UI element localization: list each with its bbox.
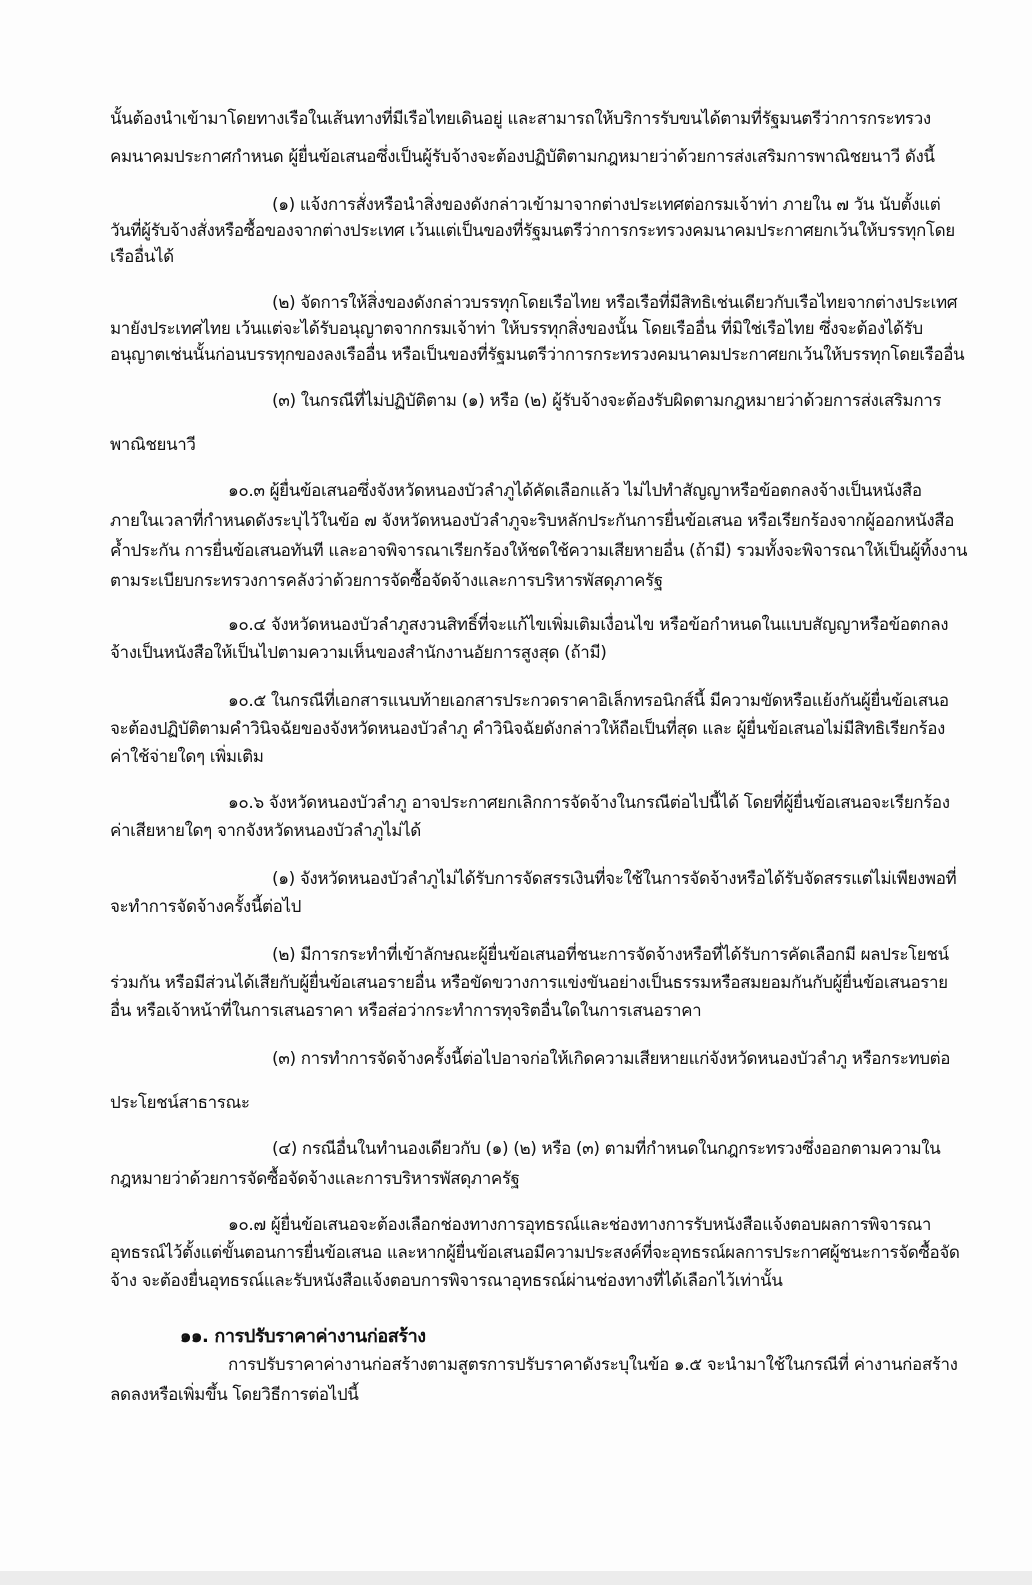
paragraph-line: จ้างเป็นหนังสือให้เป็นไปตามความเห็นของสำนักงานอัยการสูงสุด (ถ้ามี) — [110, 643, 607, 663]
paragraph-line: อนุญาตเช่นนั้นก่อนบรรทุกของลงเรืออื่น หรือเป็นของที่รัฐมนตรีว่าการกระทรวงคมนาคมประกาศยกเว้นให้บรรทุกโดยเรืออื่น — [110, 345, 965, 365]
paragraph-line: การปรับราคาค่างานก่อสร้างตามสูตรการปรับราคาดังระบุในข้อ ๑.๕ จะนำมาใช้ในกรณีที่ ค่างานก่อสร้าง — [228, 1355, 958, 1375]
paragraph-line: วันที่ผู้รับจ้างสั่งหรือซื้อของจากต่างประเทศ เว้นแต่เป็นของที่รัฐมนตรีว่าการกระทรวงคมนาคมประกาศยกเว้นให้บรรทุกโดย — [110, 221, 955, 241]
paragraph-line: จะต้องปฏิบัติตามคำวินิจฉัยของจังหวัดหนองบัวลำภู คำวินิจฉัยดังกล่าวให้ถือเป็นที่สุด และ ผู้ยื่นข้อเสนอไม่มีสิทธิเรียกร้อง — [110, 719, 945, 739]
paragraph-line: (๔) กรณีอื่นในทำนองเดียวกับ (๑) (๒) หรือ (๓) ตามที่กำหนดในกฎกระทรวงซึ่งออกตามความใน — [272, 1139, 941, 1159]
paragraph-line: จะทำการจัดจ้างครั้งนี้ต่อไป — [110, 897, 302, 917]
paragraph-line: (๑) แจ้งการสั่งหรือนำสิ่งของดังกล่าวเข้ามาจากต่างประเทศต่อกรมเจ้าท่า ภายใน ๗ วัน นับตั้งแต่ — [272, 195, 941, 215]
paragraph-line: ๑๐.๔ จังหวัดหนองบัวลำภูสงวนสิทธิ์ที่จะแก้ไขเพิ่มเติมเงื่อนไข หรือข้อกำหนดในแบบสัญญาหรือข้อตกลง — [228, 615, 949, 635]
paragraph-line: ลดลงหรือเพิ่มขึ้น โดยวิธีการต่อไปนี้ — [110, 1385, 359, 1405]
paragraph-line: นั้นต้องนำเข้ามาโดยทางเรือในเส้นทางที่มีเรือไทยเดินอยู่ และสามารถให้บริการรับขนได้ตามที่รัฐมนตรีว่าการกระทรวง — [110, 109, 931, 129]
paragraph-line: ๑๐.๖ จังหวัดหนองบัวลำภู อาจประกาศยกเลิกการจัดจ้างในกรณีต่อไปนี้ได้ โดยที่ผู้ยื่นข้อเสนอจะเรียกร้อง — [228, 793, 950, 813]
paragraph-line: อุทธรณ์ไว้ตั้งแต่ขั้นตอนการยื่นข้อเสนอ และหากผู้ยื่นข้อเสนอมีความประสงค์ที่จะอุทธรณ์ผลการประกาศผู้ชนะการจัดซื้อจัด — [110, 1243, 960, 1263]
paragraph-line: ค้ำประกัน การยื่นข้อเสนอทันที และอาจพิจารณาเรียกร้องให้ชดใช้ความเสียหายอื่น (ถ้ามี) รวมทั้งจะพิจารณาให้เป็นผู้ทิ้งงาน — [110, 541, 968, 561]
paragraph-line: ค่าใช้จ่ายใดๆ เพิ่มเติม — [110, 747, 264, 767]
paragraph-line: (๑) จังหวัดหนองบัวลำภูไม่ได้รับการจัดสรรเงินที่จะใช้ในการจัดจ้างหรือได้รับจัดสรรแต่ไม่เพียงพอที่ — [272, 869, 957, 889]
section-heading: ๑๑. การปรับราคาค่างานก่อสร้าง — [180, 1326, 426, 1347]
paragraph-line: (๒) มีการกระทำที่เข้าลักษณะผู้ยื่นข้อเสนอที่ชนะการจัดจ้างหรือที่ได้รับการคัดเลือกมี ผลประโยชน์ — [272, 945, 949, 965]
paragraph-line: (๓) การทำการจัดจ้างครั้งนี้ต่อไปอาจก่อให้เกิดความเสียหายแก่จังหวัดหนองบัวลำภู หรือกระทบต่อ — [272, 1049, 951, 1069]
paragraph-line: ตามระเบียบกระทรวงการคลังว่าด้วยการจัดซื้อจัดจ้างและการบริหารพัสดุภาครัฐ — [110, 571, 663, 591]
paragraph-line: จ้าง จะต้องยื่นอุทธรณ์และรับหนังสือแจ้งตอบการพิจารณาอุทธรณ์ผ่านช่องทางที่ได้เลือกไว้เท่านั้น — [110, 1271, 783, 1291]
paragraph-line: กฎหมายว่าด้วยการจัดซื้อจัดจ้างและการบริหารพัสดุภาครัฐ — [110, 1169, 520, 1189]
paragraph-line: ๑๐.๕ ในกรณีที่เอกสารแนบท้ายเอกสารประกวดราคาอิเล็กทรอนิกส์นี้ มีความขัดหรือแย้งกันผู้ยื่นข้อเสนอ — [228, 691, 949, 711]
paragraph-line: คมนาคมประกาศกำหนด ผู้ยื่นข้อเสนอซึ่งเป็นผู้รับจ้างจะต้องปฏิบัติตามกฎหมายว่าด้วยการส่งเสริมการพาณิชยนาวี ดังนี้ — [110, 147, 935, 167]
paragraph-line: ร่วมกัน หรือมีส่วนได้เสียกับผู้ยื่นข้อเสนอรายอื่น หรือขัดขวางการแข่งขันอย่างเป็นธรรมหรือสมยอมกันกับผู้ยื่นข้อเสนอราย — [110, 973, 948, 993]
paragraph-line: (๓) ในกรณีที่ไม่ปฏิบัติตาม (๑) หรือ (๒) ผู้รับจ้างจะต้องรับผิดตามกฎหมายว่าด้วยการส่งเสริมการ — [272, 391, 942, 411]
paragraph-line: ค่าเสียหายใดๆ จากจังหวัดหนองบัวลำภูไม่ได้ — [110, 821, 421, 841]
paragraph-line: ประโยชน์สาธารณะ — [110, 1093, 250, 1113]
paragraph-line: เรืออื่นได้ — [110, 247, 174, 267]
paragraph-line: (๒) จัดการให้สิ่งของดังกล่าวบรรทุกโดยเรือไทย หรือเรือที่มีสิทธิเช่นเดียวกับเรือไทยจากต่างประเทศ — [272, 293, 958, 313]
paragraph-line: อื่น หรือเจ้าหน้าที่ในการเสนอราคา หรือส่อว่ากระทำการทุจริตอื่นใดในการเสนอราคา — [110, 1001, 702, 1021]
paragraph-line: ๑๐.๓ ผู้ยื่นข้อเสนอซึ่งจังหวัดหนองบัวลำภูได้คัดเลือกแล้ว ไม่ไปทำสัญญาหรือข้อตกลงจ้างเป็นหนังสือ — [228, 481, 922, 501]
paragraph-line: มายังประเทศไทย เว้นแต่จะได้รับอนุญาตจากกรมเจ้าท่า ให้บรรทุกสิ่งของนั้น โดยเรืออื่น ที่มิใช่เรือไทย ซึ่งจะต้องได้รับ — [110, 319, 923, 339]
paragraph-line: ๑๐.๗ ผู้ยื่นข้อเสนอจะต้องเลือกช่องทางการอุทธรณ์และช่องทางการรับหนังสือแจ้งตอบผลการพิจารณา — [228, 1215, 932, 1235]
paragraph-line: พาณิชยนาวี — [110, 435, 196, 455]
scan-edge — [0, 1571, 1032, 1585]
paragraph-line: ภายในเวลาที่กำหนดดังระบุไว้ในข้อ ๗ จังหวัดหนองบัวลำภูจะริบหลักประกันการยื่นข้อเสนอ หรือเรียกร้องจากผู้ออกหนังสือ — [110, 511, 955, 531]
